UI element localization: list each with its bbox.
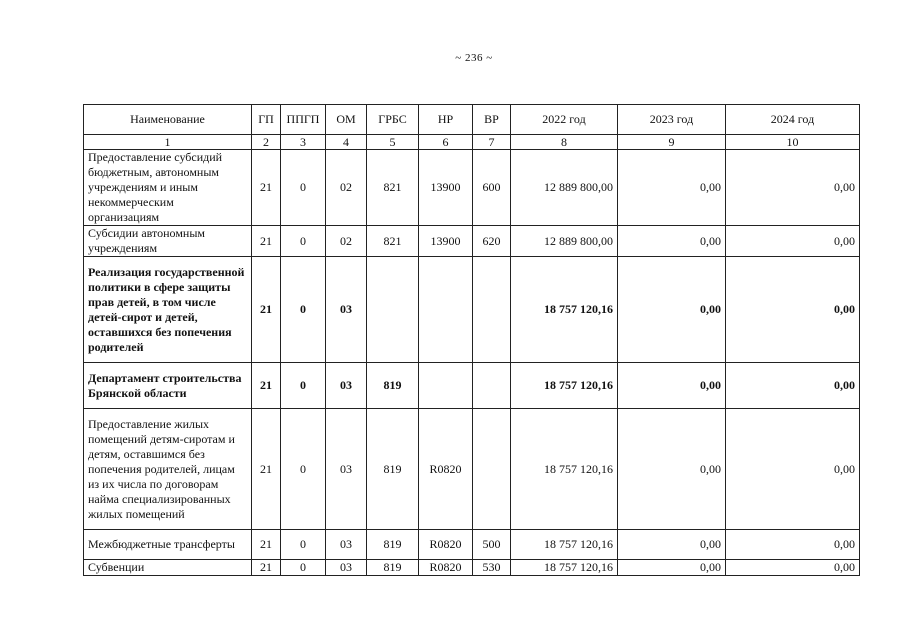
row-gp: 21 xyxy=(252,560,281,576)
row-2024: 0,00 xyxy=(726,560,860,576)
row-vr: 530 xyxy=(473,560,511,576)
column-number: 6 xyxy=(419,135,473,150)
row-ppgp: 0 xyxy=(281,226,326,257)
row-2024: 0,00 xyxy=(726,226,860,257)
column-number: 3 xyxy=(281,135,326,150)
table-row xyxy=(84,530,860,560)
column-number: 2 xyxy=(252,135,281,150)
page-number: ~ 236 ~ xyxy=(455,52,493,64)
row-name: Департамент строительства Брянской области xyxy=(84,363,252,409)
table-row xyxy=(84,560,860,576)
column-number: 4 xyxy=(326,135,367,150)
row-name: Предоставление жилых помещений детям-сиротам и детям, оставшимся без попечения родителей, лицам из их числа по договорам найма специализированных жилых помещений xyxy=(84,409,252,530)
row-grbs xyxy=(367,257,419,363)
row-gp: 21 xyxy=(252,530,281,560)
row-name: Реализация государственной политики в сфере защиты прав детей, в том числе детей-сирот и детей, оставшихся без попечения родителей xyxy=(84,257,252,363)
row-ppgp: 0 xyxy=(281,560,326,576)
row-ppgp: 0 xyxy=(281,150,326,226)
row-om: 02 xyxy=(326,150,367,226)
budget-table xyxy=(83,104,860,576)
row-2023: 0,00 xyxy=(618,560,726,576)
row-name: Предоставление субсидий бюджетным, автономным учреждениям и иным некоммерческим организациям xyxy=(84,150,252,226)
header-name: Наименование xyxy=(84,105,252,135)
row-2024: 0,00 xyxy=(726,530,860,560)
row-grbs: 819 xyxy=(367,530,419,560)
row-gp: 21 xyxy=(252,257,281,363)
row-2022: 18 757 120,16 xyxy=(511,530,618,560)
row-nr: 13900 xyxy=(419,226,473,257)
row-2024: 0,00 xyxy=(726,150,860,226)
row-2022: 12 889 800,00 xyxy=(511,150,618,226)
row-ppgp: 0 xyxy=(281,530,326,560)
table-row xyxy=(84,363,860,409)
row-name: Межбюджетные трансферты xyxy=(84,530,252,560)
row-gp: 21 xyxy=(252,226,281,257)
header-nr: НР xyxy=(419,105,473,135)
header-ppgp: ППГП xyxy=(281,105,326,135)
header-2023: 2023 год xyxy=(618,105,726,135)
row-nr: R0820 xyxy=(419,530,473,560)
row-vr xyxy=(473,257,511,363)
row-2023: 0,00 xyxy=(618,257,726,363)
row-grbs: 819 xyxy=(367,363,419,409)
row-name: Субвенции xyxy=(84,560,252,576)
row-nr: R0820 xyxy=(419,560,473,576)
row-2023: 0,00 xyxy=(618,226,726,257)
row-nr xyxy=(419,363,473,409)
header-2024: 2024 год xyxy=(726,105,860,135)
row-2023: 0,00 xyxy=(618,363,726,409)
header-gp: ГП xyxy=(252,105,281,135)
row-vr: 620 xyxy=(473,226,511,257)
row-nr: R0820 xyxy=(419,409,473,530)
column-number: 7 xyxy=(473,135,511,150)
row-2024: 0,00 xyxy=(726,257,860,363)
header-om: ОМ xyxy=(326,105,367,135)
row-2023: 0,00 xyxy=(618,150,726,226)
row-om: 03 xyxy=(326,409,367,530)
table-row xyxy=(84,409,860,530)
row-vr xyxy=(473,363,511,409)
row-ppgp: 0 xyxy=(281,363,326,409)
row-2024: 0,00 xyxy=(726,363,860,409)
table-row xyxy=(84,257,860,363)
row-2022: 12 889 800,00 xyxy=(511,226,618,257)
row-grbs: 819 xyxy=(367,409,419,530)
column-number: 8 xyxy=(511,135,618,150)
row-2022: 18 757 120,16 xyxy=(511,257,618,363)
row-om: 03 xyxy=(326,257,367,363)
row-nr xyxy=(419,257,473,363)
row-gp: 21 xyxy=(252,363,281,409)
column-number: 10 xyxy=(726,135,860,150)
header-2022: 2022 год xyxy=(511,105,618,135)
row-vr xyxy=(473,409,511,530)
column-number-row xyxy=(84,135,860,150)
row-2022: 18 757 120,16 xyxy=(511,363,618,409)
table-row xyxy=(84,226,860,257)
header-vr: ВР xyxy=(473,105,511,135)
header-grbs: ГРБС xyxy=(367,105,419,135)
row-gp: 21 xyxy=(252,150,281,226)
row-ppgp: 0 xyxy=(281,257,326,363)
row-vr: 500 xyxy=(473,530,511,560)
row-om: 03 xyxy=(326,530,367,560)
row-nr: 13900 xyxy=(419,150,473,226)
column-number: 9 xyxy=(618,135,726,150)
table-row xyxy=(84,150,860,226)
column-number: 5 xyxy=(367,135,419,150)
row-vr: 600 xyxy=(473,150,511,226)
row-grbs: 819 xyxy=(367,560,419,576)
row-om: 03 xyxy=(326,560,367,576)
column-number: 1 xyxy=(84,135,252,150)
row-gp: 21 xyxy=(252,409,281,530)
row-om: 03 xyxy=(326,363,367,409)
row-ppgp: 0 xyxy=(281,409,326,530)
row-2023: 0,00 xyxy=(618,530,726,560)
row-grbs: 821 xyxy=(367,150,419,226)
header-row xyxy=(84,105,860,135)
row-grbs: 821 xyxy=(367,226,419,257)
row-2023: 0,00 xyxy=(618,409,726,530)
row-name: Субсидии автономным учреждениям xyxy=(84,226,252,257)
row-2022: 18 757 120,16 xyxy=(511,560,618,576)
row-om: 02 xyxy=(326,226,367,257)
row-2024: 0,00 xyxy=(726,409,860,530)
row-2022: 18 757 120,16 xyxy=(511,409,618,530)
